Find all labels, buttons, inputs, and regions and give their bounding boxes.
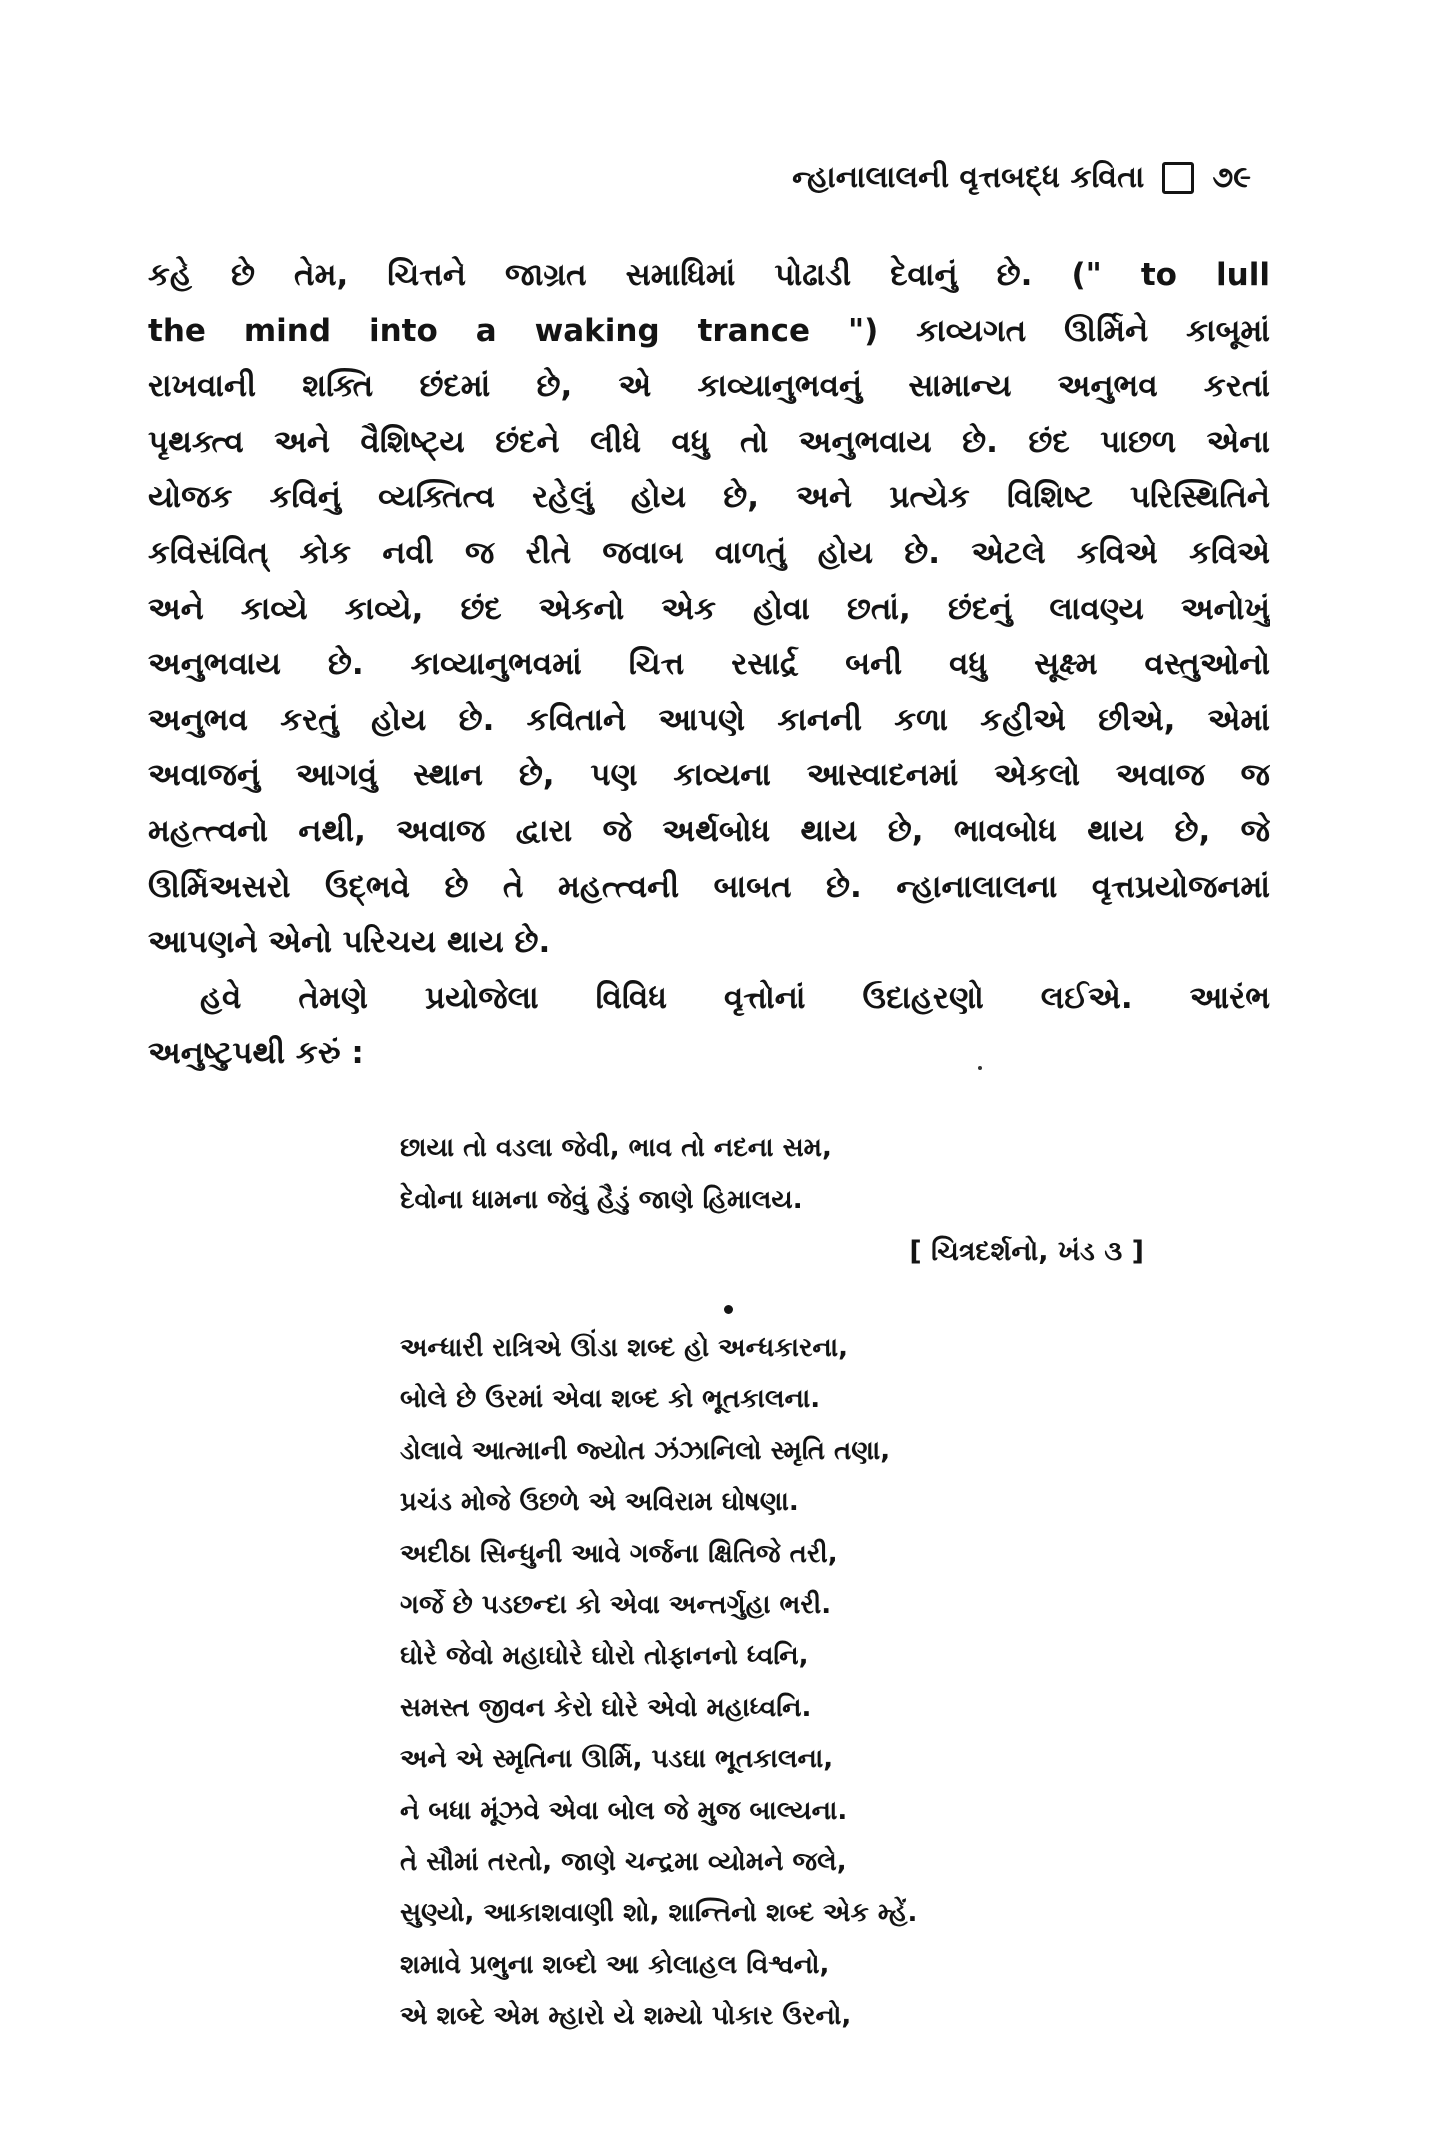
running-title: ન્હાનાલાલની વૃત્તબદ્ધ કવિતા	[792, 160, 1145, 195]
text-line: કહે છે તેમ, ચિત્તને જાગ્રત સમાધિમાં પોઢાડી દેવાનું છે. (" to lull	[148, 257, 1270, 293]
verse-quote-1	[400, 1122, 1220, 1226]
quote-source: [ ચિત્રદર્શનો, ખંડ ૩ ]	[909, 1236, 1144, 1267]
text-line: અનુભવાય છે. કાવ્યાનુભવમાં ચિત્ત રસાર્દ્ર બની વધુ સૂક્ષ્મ વસ્તુઓનો	[148, 646, 1270, 683]
text-line: ઊર્મિઅસરો ઉદ્ભવે છે તે મહત્ત્વની બાબત છે. ન્હાનાલાલના વૃત્તપ્રયોજનમાં	[148, 868, 1270, 905]
verse-line: સમસ્ત જીવન કેરો ઘોરે એવો મહાધ્વનિ.	[400, 1692, 812, 1723]
paragraph-1	[148, 248, 1270, 971]
text-line: પૃથક્ત્વ અને વૈશિષ્ટ્ય છંદને લીધે વધુ તો અનુભવાય છે. છંદ પાછળ એના	[148, 423, 1270, 460]
text-line: આપણને એનો પરિચય થાય છે.	[148, 924, 551, 961]
text-line: મહત્ત્વનો નથી, અવાજ દ્વારા જે અર્થબોધ થાય છે, ભાવબોધ થાય છે, જે	[148, 812, 1270, 849]
square-ornament-icon	[1162, 162, 1194, 194]
verse-line: તે સૌમાં તરતો, જાણે ચન્દ્રમા વ્યોમને જલે,	[400, 1846, 847, 1877]
verse-line: સુણ્યો, આકાશવાણી શો, શાન્તિનો શબ્દ એક મ્હેં.	[400, 1898, 918, 1929]
verse-line: દેવોના ધામના જેવું હૈડું જાણે હિમાલય.	[400, 1185, 803, 1215]
verse-line: અન્ધારી રાત્રિએ ઊંડા શબ્દ હો અન્ધકારના,	[400, 1333, 849, 1363]
verse-line: પ્રચંડ મોજે ઉછળે એ અવિરામ ઘોષણા.	[400, 1487, 799, 1518]
text-line: અનુષ્ટુપથી કરું :	[148, 1035, 364, 1072]
verse-line: ઘોરે જેવો મહાઘોરે ઘોરો તોફાનનો ધ્વનિ,	[400, 1641, 809, 1672]
text-line: the mind into a waking trance ") કાવ્યગત ઊર્મિને કાબૂમાં	[148, 312, 1270, 349]
verse-line: ગર્જે છે પડછન્દા કો એવા અન્તર્ગુહા ભરી.	[400, 1589, 832, 1620]
verse-line: છાયા તો વડલા જેવી, ભાવ તો નદના સમ,	[400, 1133, 832, 1163]
text-line: હવે તેમણે પ્રયોજેલા વિવિધ વૃત્તોનાં ઉદાહરણો લઈએ. આરંભ	[200, 979, 1270, 1016]
verse-line: બોલે છે ઉરમાં એવા શબ્દ કો ભૂતકાલના.	[400, 1384, 821, 1415]
text-line: અને કાવ્યે કાવ્યે, છંદ એકનો એક હોવા છતાં, છંદનું લાવણ્ય અનોખું	[148, 590, 1270, 627]
verse-line: એ શબ્દે એમ મ્હારો યે શમ્યો પોકાર ઉરનો,	[400, 2001, 852, 2032]
text-line: અનુભવ કરતું હોય છે. કવિતાને આપણે કાનની કળા કહીએ છીએ, એમાં	[148, 701, 1270, 738]
text-line: રાખવાની શક્તિ છંદમાં છે, એ કાવ્યાનુભવનું સામાન્ય અનુભવ કરતાં	[148, 368, 1270, 405]
verse-line: શમાવે પ્રભુના શબ્દો આ કોલાહલ વિશ્વનો,	[400, 1949, 830, 1980]
text-line: કવિસંવિત્ કોક નવી જ રીતે જવાબ વાળતું હોય છે. એટલે કવિએ કવિએ	[148, 534, 1270, 571]
paragraph-2	[148, 971, 1270, 1082]
verse-line: અદીઠા સિન્ધુની આવે ગર્જના ક્ષિતિજે તરી,	[400, 1538, 838, 1569]
verse-line: અને એ સ્મૃતિના ઊર્મિ, પડઘા ભૂતકાલના,	[400, 1744, 834, 1775]
print-speck	[978, 1066, 982, 1070]
verse-line: ને બધા મૂંઝવે એવા બોલ જે મુજ બાલ્યના.	[400, 1795, 848, 1826]
verse-line: ડોલાવે આત્માની જ્યોત ઝંઝાનિલો સ્મૃતિ તણા,	[400, 1435, 891, 1466]
bullet-separator-icon	[724, 1305, 733, 1314]
page-header	[792, 160, 1251, 195]
text-line: અવાજનું આગવું સ્થાન છે, પણ કાવ્યના આસ્વાદનમાં એકલો અવાજ જ	[148, 757, 1270, 794]
page-number: ૭૯	[1212, 160, 1251, 195]
text-line: યોજક કવિનું વ્યક્તિત્વ રહેલું હોય છે, અને પ્રત્યેક વિશિષ્ટ પરિસ્થિતિને	[148, 479, 1270, 516]
verse-quote-2	[400, 1323, 1220, 2042]
body-text	[148, 248, 1270, 1082]
